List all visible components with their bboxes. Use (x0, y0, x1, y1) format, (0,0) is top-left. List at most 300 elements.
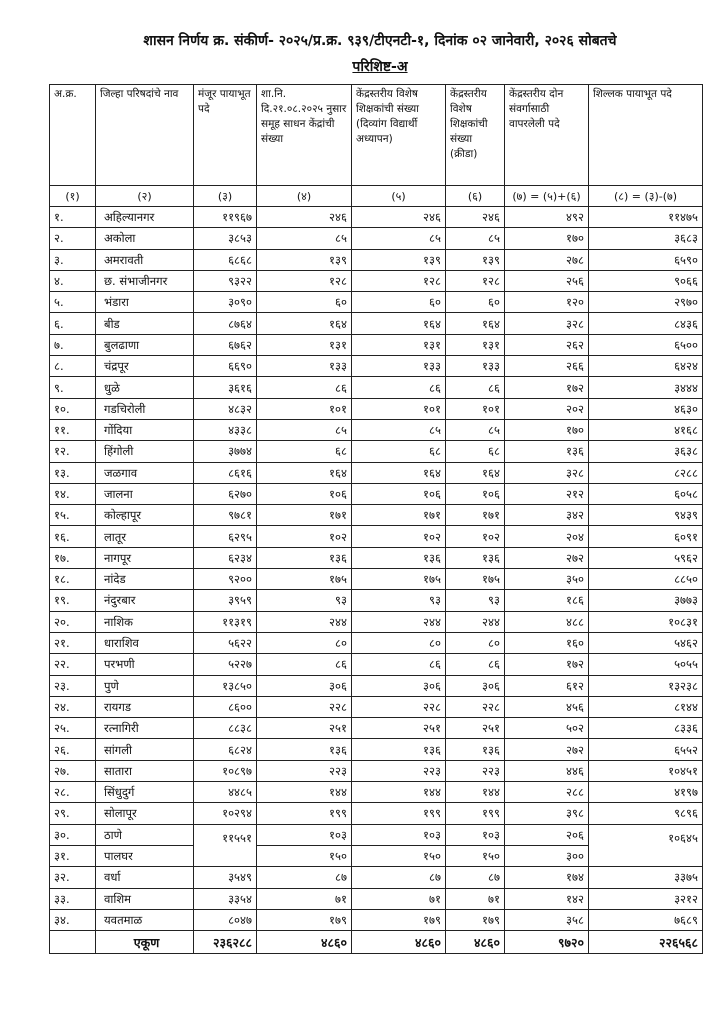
cluster-centres-cell: ९३ (257, 590, 352, 611)
balance-posts-cell: ८८५० (589, 569, 703, 590)
special-divyang-cell: १७५ (352, 569, 446, 590)
special-sports-cell: १७९ (446, 909, 505, 930)
special-divyang-cell: १०१ (352, 398, 446, 419)
balance-posts-cell: १०६४५ (589, 824, 703, 867)
sr-no-cell: १९. (50, 590, 96, 611)
sanctioned-posts-cell: ८८३८ (194, 718, 257, 739)
posts-used-cell: ३५८ (505, 909, 589, 930)
district-name-cell: अमरावती (96, 249, 194, 270)
special-divyang-cell: २४४ (352, 611, 446, 632)
table-row (50, 824, 703, 845)
sanctioned-posts-cell: ६८२४ (194, 739, 257, 760)
district-name-cell: बीड (96, 313, 194, 334)
district-name-cell: वर्धा (96, 867, 194, 888)
posts-used-cell: २०४ (505, 526, 589, 547)
district-name-cell: जालना (96, 483, 194, 504)
cluster-centres-cell: ८६ (257, 654, 352, 675)
header-balance-posts: शिल्लक पायाभूत पदे (589, 85, 703, 186)
cluster-centres-cell: २४४ (257, 611, 352, 632)
sanctioned-posts-cell: १३८५० (194, 675, 257, 696)
district-name-cell: नागपूर (96, 547, 194, 568)
balance-posts-cell: ४१९७ (589, 782, 703, 803)
sanctioned-posts-cell: ६७६२ (194, 334, 257, 355)
posts-used-cell: २७२ (505, 547, 589, 568)
table-header-row (50, 85, 703, 186)
district-name-cell: पुणे (96, 675, 194, 696)
posts-used-cell: ६१२ (505, 675, 589, 696)
cluster-centres-cell: १३९ (257, 249, 352, 270)
sanctioned-posts-cell: ८०४७ (194, 909, 257, 930)
special-sports-cell: १०१ (446, 398, 505, 419)
special-sports-cell: १३१ (446, 334, 505, 355)
sanctioned-posts-cell: ३७७४ (194, 441, 257, 462)
sanctioned-posts-cell: ३५४९ (194, 867, 257, 888)
special-divyang-cell: २२८ (352, 696, 446, 717)
column-number: (५) (352, 186, 446, 207)
special-sports-cell: २४६ (446, 207, 505, 228)
posts-used-cell: २७२ (505, 739, 589, 760)
posts-used-cell: २५६ (505, 270, 589, 291)
district-name-cell: रायगड (96, 696, 194, 717)
cluster-centres-cell: १०२ (257, 526, 352, 547)
special-sports-cell: २४४ (446, 611, 505, 632)
balance-posts-cell: ११४७५ (589, 207, 703, 228)
special-sports-cell: ८७ (446, 867, 505, 888)
special-divyang-cell: २४६ (352, 207, 446, 228)
sr-no-cell: ३. (50, 249, 96, 270)
special-sports-cell: १९९ (446, 803, 505, 824)
balance-posts-cell: ६४२४ (589, 356, 703, 377)
posts-used-cell: १७२ (505, 654, 589, 675)
cluster-centres-cell: १३३ (257, 356, 352, 377)
special-divyang-cell: ६८ (352, 441, 446, 462)
district-name-cell: बुलढाणा (96, 334, 194, 355)
balance-posts-cell: ९८९६ (589, 803, 703, 824)
district-name-cell: धाराशिव (96, 632, 194, 653)
table-row (50, 569, 703, 590)
column-number: (७) = (५)+(६) (505, 186, 589, 207)
sr-no-cell: १३. (50, 462, 96, 483)
special-sports-cell: १३६ (446, 547, 505, 568)
cluster-centres-cell: १२८ (257, 270, 352, 291)
special-divyang-cell: १३१ (352, 334, 446, 355)
special-divyang-cell: १३६ (352, 547, 446, 568)
sr-no-cell: ३४. (50, 909, 96, 930)
sanctioned-posts-cell: ४८३२ (194, 398, 257, 419)
special-divyang-cell: १३९ (352, 249, 446, 270)
column-number: (८) = (३)-(७) (589, 186, 703, 207)
cluster-centres-cell: २२३ (257, 760, 352, 781)
special-divyang-cell: ९३ (352, 590, 446, 611)
special-divyang-cell: १६४ (352, 462, 446, 483)
total-special-sports: ४८६० (446, 931, 505, 954)
sanctioned-posts-cell: ८६०० (194, 696, 257, 717)
sr-no-cell: ६. (50, 313, 96, 334)
district-name-cell: धुळे (96, 377, 194, 398)
sanctioned-posts-cell: ६२३४ (194, 547, 257, 568)
balance-posts-cell: ३२१२ (589, 888, 703, 909)
sr-no-cell: २. (50, 228, 96, 249)
table-row (50, 356, 703, 377)
special-sports-cell: १७५ (446, 569, 505, 590)
district-name-cell: पालघर (96, 845, 194, 866)
balance-posts-cell: १०८३१ (589, 611, 703, 632)
table-row (50, 547, 703, 568)
cluster-centres-cell: १३६ (257, 547, 352, 568)
district-name-cell: हिंगोली (96, 441, 194, 462)
special-divyang-cell: ८५ (352, 228, 446, 249)
sanctioned-posts-cell: ८६१६ (194, 462, 257, 483)
table-row (50, 292, 703, 313)
special-sports-cell: ८६ (446, 654, 505, 675)
special-sports-cell: ६८ (446, 441, 505, 462)
balance-posts-cell: ३६३८ (589, 441, 703, 462)
posts-used-cell: १६० (505, 632, 589, 653)
sanctioned-posts-cell: ११५५१ (194, 824, 257, 867)
district-name-cell: लातूर (96, 526, 194, 547)
special-sports-cell: १०२ (446, 526, 505, 547)
posts-used-cell: ३२८ (505, 313, 589, 334)
special-sports-cell: १२८ (446, 270, 505, 291)
column-number: (६) (446, 186, 505, 207)
cluster-centres-cell: ८५ (257, 419, 352, 440)
district-name-cell: नंदुरबार (96, 590, 194, 611)
district-name-cell: छ. संभाजीनगर (96, 270, 194, 291)
balance-posts-cell: २९७० (589, 292, 703, 313)
posts-used-cell: ३४२ (505, 505, 589, 526)
sr-no-cell: १. (50, 207, 96, 228)
sanctioned-posts-cell: ६८६८ (194, 249, 257, 270)
sr-no-cell: २३. (50, 675, 96, 696)
district-name-cell: गोंदिया (96, 419, 194, 440)
district-name-cell: ठाणे (96, 824, 194, 845)
posts-used-cell: २०६ (505, 824, 589, 845)
special-sports-cell: ८६ (446, 377, 505, 398)
sr-no-cell: २०. (50, 611, 96, 632)
posts-used-cell: २६६ (505, 356, 589, 377)
special-divyang-cell: ८६ (352, 654, 446, 675)
special-sports-cell: २२३ (446, 760, 505, 781)
district-name-cell: रत्नागिरी (96, 718, 194, 739)
sr-no-cell: २९. (50, 803, 96, 824)
balance-posts-cell: ५४६२ (589, 632, 703, 653)
cluster-centres-cell: १७९ (257, 909, 352, 930)
district-name-cell: चंद्रपूर (96, 356, 194, 377)
header-sr-no: अ.क्र. (50, 85, 96, 186)
balance-posts-cell: ३६८३ (589, 228, 703, 249)
cluster-centres-cell: १०६ (257, 483, 352, 504)
cluster-centres-cell: १३१ (257, 334, 352, 355)
table-row (50, 270, 703, 291)
header-posts-used: केंद्रस्तरीय दोन संवर्गासाठी वापरलेली पदे (505, 85, 589, 186)
special-sports-cell: ६० (446, 292, 505, 313)
table-row (50, 782, 703, 803)
balance-posts-cell: ८४३६ (589, 313, 703, 334)
sr-no-cell: ५. (50, 292, 96, 313)
special-divyang-cell: ३०६ (352, 675, 446, 696)
special-sports-cell: २५१ (446, 718, 505, 739)
special-divyang-cell: ७१ (352, 888, 446, 909)
sanctioned-posts-cell: ३८५३ (194, 228, 257, 249)
posts-used-cell: ४८८ (505, 611, 589, 632)
posts-used-cell: १८६ (505, 590, 589, 611)
sr-no-cell: ११. (50, 419, 96, 440)
district-name-cell: सोलापूर (96, 803, 194, 824)
balance-posts-cell: ४१६८ (589, 419, 703, 440)
balance-posts-cell: ६५०० (589, 334, 703, 355)
district-name-cell: नांदेड (96, 569, 194, 590)
table-row (50, 760, 703, 781)
sr-no-cell: २६. (50, 739, 96, 760)
balance-posts-cell: ३३७५ (589, 867, 703, 888)
sr-no-cell: २४. (50, 696, 96, 717)
sr-no-cell: ७. (50, 334, 96, 355)
balance-posts-cell: ९०६६ (589, 270, 703, 291)
table-row (50, 441, 703, 462)
sanctioned-posts-cell: ९२०० (194, 569, 257, 590)
sanctioned-posts-cell: ३९५९ (194, 590, 257, 611)
cluster-centres-cell: ८७ (257, 867, 352, 888)
sanctioned-posts-cell: ३०९० (194, 292, 257, 313)
cluster-centres-cell: १७५ (257, 569, 352, 590)
sanctioned-posts-cell: ३६१६ (194, 377, 257, 398)
balance-posts-cell: ६५५२ (589, 739, 703, 760)
special-sports-cell: १६४ (446, 462, 505, 483)
special-divyang-cell: १७१ (352, 505, 446, 526)
sr-no-cell: २८. (50, 782, 96, 803)
cluster-centres-cell: ६० (257, 292, 352, 313)
sr-no-cell: ९. (50, 377, 96, 398)
sr-no-cell: ३२. (50, 867, 96, 888)
special-sports-cell: ७१ (446, 888, 505, 909)
district-name-cell: कोल्हापूर (96, 505, 194, 526)
header-cluster-centres: शा.नि. दि.२१.०८.२०२५ नुसार समूह साधन केंद्रांची संख्या (257, 85, 352, 186)
sanctioned-posts-cell: १०२९४ (194, 803, 257, 824)
district-name-cell: सातारा (96, 760, 194, 781)
table-row (50, 590, 703, 611)
sr-no-cell: १७. (50, 547, 96, 568)
sr-no-cell: ३१. (50, 845, 96, 866)
special-sports-cell: १३९ (446, 249, 505, 270)
special-sports-cell: २२८ (446, 696, 505, 717)
table-row (50, 462, 703, 483)
balance-posts-cell: ५९६२ (589, 547, 703, 568)
column-number-row (50, 186, 703, 207)
special-divyang-cell: ८५ (352, 419, 446, 440)
posts-used-cell: ३९८ (505, 803, 589, 824)
table-row (50, 526, 703, 547)
sanctioned-posts-cell: ९३२२ (194, 270, 257, 291)
district-name-cell: वाशिम (96, 888, 194, 909)
cluster-centres-cell: ३०६ (257, 675, 352, 696)
cluster-centres-cell: ७१ (257, 888, 352, 909)
district-name-cell: सांगली (96, 739, 194, 760)
special-sports-cell: ८५ (446, 419, 505, 440)
district-name-cell: अकोला (96, 228, 194, 249)
cluster-centres-cell: ६८ (257, 441, 352, 462)
posts-used-cell: ४९२ (505, 207, 589, 228)
sr-no-cell: १२. (50, 441, 96, 462)
table-row (50, 207, 703, 228)
special-sports-cell: १०३ (446, 824, 505, 845)
balance-posts-cell: ८२८८ (589, 462, 703, 483)
special-divyang-cell: १०२ (352, 526, 446, 547)
special-divyang-cell: १६४ (352, 313, 446, 334)
cluster-centres-cell: १५० (257, 845, 352, 866)
sanctioned-posts-cell: १०८९७ (194, 760, 257, 781)
district-name-cell: यवतमाळ (96, 909, 194, 930)
cluster-centres-cell: ८५ (257, 228, 352, 249)
special-divyang-cell: १७९ (352, 909, 446, 930)
posts-used-cell: ३०० (505, 845, 589, 866)
sr-no-cell: ४. (50, 270, 96, 291)
sr-no-cell: २२. (50, 654, 96, 675)
district-name-cell: भंडारा (96, 292, 194, 313)
balance-posts-cell: ४६३० (589, 398, 703, 419)
special-sports-cell: १६४ (446, 313, 505, 334)
district-name-cell: सिंधुदुर्ग (96, 782, 194, 803)
special-divyang-cell: १५० (352, 845, 446, 866)
special-divyang-cell: १३६ (352, 739, 446, 760)
special-divyang-cell: ८७ (352, 867, 446, 888)
posts-used-cell: ५०२ (505, 718, 589, 739)
sr-no-cell: १६. (50, 526, 96, 547)
sanctioned-posts-cell: ४३३८ (194, 419, 257, 440)
cluster-centres-cell: १६४ (257, 462, 352, 483)
document-title: शासन निर्णय क्र. संकीर्ण- २०२५/प्र.क्र. ९३९/टीएनटी-१, दिनांक ०२ जानेवारी, २०२६ सोबतचे (143, 33, 617, 49)
total-balance: २२६५६८ (589, 931, 703, 954)
total-blank-cell (50, 931, 96, 954)
table-row (50, 803, 703, 824)
cluster-centres-cell: २५१ (257, 718, 352, 739)
sanctioned-posts-cell: ६६९० (194, 356, 257, 377)
column-number: (४) (257, 186, 352, 207)
special-divyang-cell: १२८ (352, 270, 446, 291)
cluster-centres-cell: ८६ (257, 377, 352, 398)
posts-used-cell: १२० (505, 292, 589, 313)
annexure-heading: परिशिष्ट-अ (352, 59, 408, 75)
table-row (50, 377, 703, 398)
header-special-teachers-sports: केंद्रस्तरीय विशेष शिक्षकांची संख्या (क्रीडा) (446, 85, 505, 186)
special-divyang-cell: १३३ (352, 356, 446, 377)
balance-posts-cell: ८१४४ (589, 696, 703, 717)
table-row (50, 419, 703, 440)
balance-posts-cell: १३२३८ (589, 675, 703, 696)
special-sports-cell: १०६ (446, 483, 505, 504)
posts-used-cell: १७० (505, 228, 589, 249)
table-row (50, 632, 703, 653)
table-row (50, 867, 703, 888)
special-divyang-cell: १०३ (352, 824, 446, 845)
cluster-centres-cell: १६४ (257, 313, 352, 334)
table-row (50, 739, 703, 760)
special-sports-cell: १४४ (446, 782, 505, 803)
posts-used-cell: २६२ (505, 334, 589, 355)
header-district: जिल्हा परिषदांचे नाव (96, 85, 194, 186)
cluster-centres-cell: १७१ (257, 505, 352, 526)
sr-no-cell: २५. (50, 718, 96, 739)
sanctioned-posts-cell: ११९६७ (194, 207, 257, 228)
sanctioned-posts-cell: ५६२२ (194, 632, 257, 653)
special-divyang-cell: ६० (352, 292, 446, 313)
table-row (50, 654, 703, 675)
special-divyang-cell: १९९ (352, 803, 446, 824)
table-row (50, 611, 703, 632)
special-divyang-cell: १०६ (352, 483, 446, 504)
district-name-cell: नाशिक (96, 611, 194, 632)
posts-used-cell: १७२ (505, 377, 589, 398)
district-name-cell: जळगाव (96, 462, 194, 483)
balance-posts-cell: ५०५५ (589, 654, 703, 675)
sanctioned-posts-cell: ६२७० (194, 483, 257, 504)
total-sanctioned: २३६२८८ (194, 931, 257, 954)
sanctioned-posts-cell: ३३५४ (194, 888, 257, 909)
district-name-cell: परभणी (96, 654, 194, 675)
sr-no-cell: १०. (50, 398, 96, 419)
table-row (50, 675, 703, 696)
balance-posts-cell: ६५९० (589, 249, 703, 270)
cluster-centres-cell: २२८ (257, 696, 352, 717)
table-row (50, 696, 703, 717)
total-special-divyang: ४८६० (352, 931, 446, 954)
sanctioned-posts-cell: ४४८५ (194, 782, 257, 803)
sr-no-cell: ३०. (50, 824, 96, 845)
posts-used-cell: ३२८ (505, 462, 589, 483)
sanctioned-posts-cell: ५२२७ (194, 654, 257, 675)
posts-used-cell: १४२ (505, 888, 589, 909)
posts-used-cell: २१२ (505, 483, 589, 504)
special-sports-cell: ८० (446, 632, 505, 653)
cluster-centres-cell: १३६ (257, 739, 352, 760)
sr-no-cell: १८. (50, 569, 96, 590)
sanctioned-posts-cell: ८७६४ (194, 313, 257, 334)
table-row (50, 398, 703, 419)
cluster-centres-cell: २४६ (257, 207, 352, 228)
posts-table (49, 84, 703, 954)
cluster-centres-cell: १९९ (257, 803, 352, 824)
cluster-centres-cell: १४४ (257, 782, 352, 803)
table-row (50, 249, 703, 270)
sr-no-cell: १५. (50, 505, 96, 526)
posts-used-cell: २७८ (505, 249, 589, 270)
posts-used-cell: ३५० (505, 569, 589, 590)
sr-no-cell: २१. (50, 632, 96, 653)
table-row (50, 228, 703, 249)
header-special-teachers-divyang: केंद्रस्तरीय विशेष शिक्षकांची संख्या (दिव्यांग विद्यार्थी अध्यापन) (352, 85, 446, 186)
cluster-centres-cell: १०१ (257, 398, 352, 419)
special-sports-cell: ९३ (446, 590, 505, 611)
balance-posts-cell: ३७७३ (589, 590, 703, 611)
special-sports-cell: ३०६ (446, 675, 505, 696)
balance-posts-cell: ९४३९ (589, 505, 703, 526)
posts-used-cell: १३६ (505, 441, 589, 462)
sanctioned-posts-cell: ९७८१ (194, 505, 257, 526)
special-sports-cell: ८५ (446, 228, 505, 249)
table-row (50, 888, 703, 909)
column-number: (१) (50, 186, 96, 207)
special-divyang-cell: ८६ (352, 377, 446, 398)
sr-no-cell: ३३. (50, 888, 96, 909)
balance-posts-cell: ७६८९ (589, 909, 703, 930)
cluster-centres-cell: १०३ (257, 824, 352, 845)
total-used: ९७२० (505, 931, 589, 954)
posts-used-cell: ४४६ (505, 760, 589, 781)
total-label: एकूण (96, 931, 194, 954)
special-sports-cell: १३६ (446, 739, 505, 760)
special-sports-cell: १५० (446, 845, 505, 866)
sanctioned-posts-cell: ११३१९ (194, 611, 257, 632)
special-divyang-cell: १४४ (352, 782, 446, 803)
